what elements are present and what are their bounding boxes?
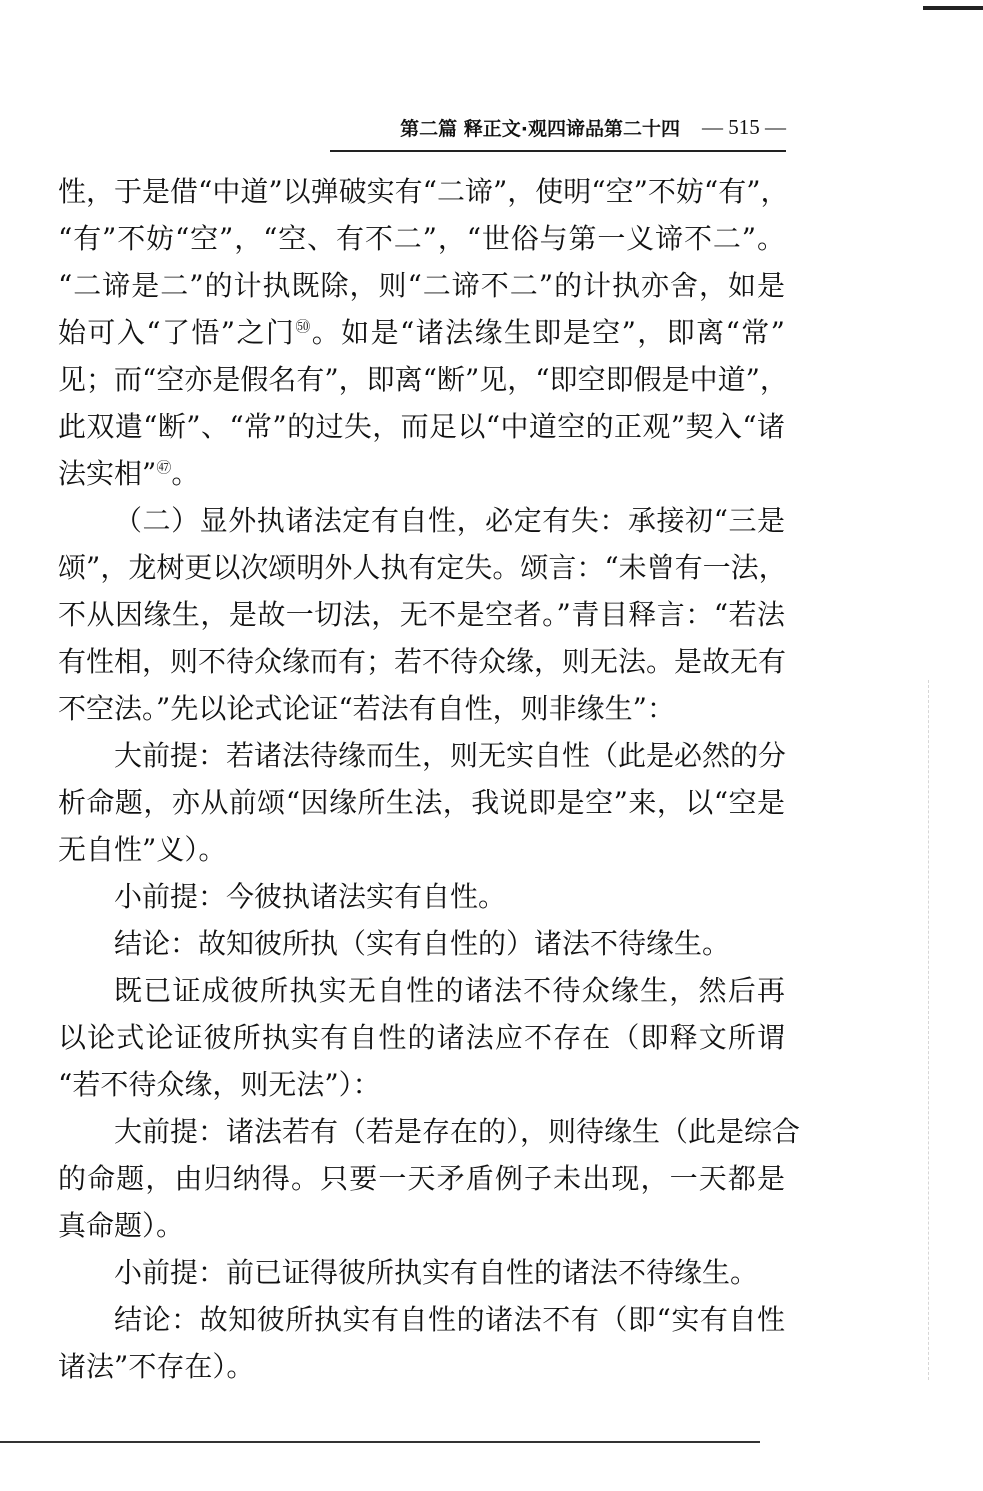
text-line: “二谛是二”的计执既除，则“二谛不二”的计执亦舍，如是 <box>58 269 785 302</box>
text-segment: 。如是“诸法缘生即是空”，即离“常” <box>311 316 785 349</box>
text-line: 以论式论证彼所执实有自性的诸法应不存在（即释文所谓 <box>58 1021 785 1054</box>
text-line: 此双遣“断”、“常”的过失，而足以“中道空的正观”契入“诸 <box>58 410 785 443</box>
paragraph-start: （二）显外执诸法定有自性，必定有失：承接初“三是 <box>114 504 785 537</box>
text-line: 不空法。”先以论式论证“若法有自性，则非缘生”： <box>58 692 675 725</box>
running-header <box>330 108 786 152</box>
text-line: 颂”，龙树更以次颂明外人执有定失。颂言：“未曾有一法， <box>58 551 787 584</box>
footnote-mark: ㊼ <box>156 458 172 477</box>
page-number: — 515 — <box>702 114 786 139</box>
conclusion-2: 结论：故知彼所执实有自性的诸法不有（即“实有自性 <box>114 1303 785 1336</box>
text-line: “有”不妨“空”，“空、有不二”，“世俗与第一义谛不二”。 <box>58 222 785 255</box>
paragraph-start: 既已证成彼所执实无自性的诸法不待众缘生，然后再 <box>114 974 785 1007</box>
text-line: 真命题）。 <box>58 1209 185 1242</box>
text-line: 不从因缘生，是故一切法，无不是空者。”青目释言：“若法 <box>58 598 785 631</box>
conclusion-1: 结论：故知彼所执（实有自性的）诸法不待缘生。 <box>114 927 731 960</box>
body-text <box>58 168 801 1390</box>
scan-margin-marks <box>928 680 931 1380</box>
text-line: 有性相，则不待众缘而有；若不待众缘，则无法。是故无有 <box>58 645 787 678</box>
minor-premise-2: 小前提：前已证得彼所执实有自性的诸法不待缘生。 <box>114 1256 759 1289</box>
text-line <box>58 450 785 497</box>
text-line <box>58 309 785 356</box>
major-premise-1: 大前提：若诸法待缘而生，则无实自性（此是必然的分 <box>114 739 787 772</box>
major-premise-2: 大前提：诸法若有（若是存在的），则待缘生（此是综合 <box>114 1115 801 1148</box>
text-line: 的命题，由归纳得。只要一天矛盾例子未出现，一天都是 <box>58 1162 785 1195</box>
bottom-rule <box>0 1441 760 1443</box>
text-line: 诸法”不存在）。 <box>58 1350 255 1383</box>
text-line: “若不待众缘，则无法”）： <box>58 1068 381 1101</box>
text-line: 性，于是借“中道”以弹破实有“二谛”，使明“空”不妨“有”， <box>58 175 789 208</box>
text-line: 无自性”义）。 <box>58 833 227 866</box>
text-line: 见；而“空亦是假名有”，即离“断”见，“即空即假是中道”， <box>58 363 788 396</box>
text-segment: 始可入“了悟”之门 <box>58 316 296 349</box>
minor-premise-1: 小前提：今彼执诸法实有自性。 <box>114 880 507 913</box>
footnote-mark: ㊿ <box>295 317 312 336</box>
text-segment: 法实相” <box>58 457 157 490</box>
text-segment: 。 <box>171 457 200 490</box>
text-line: 析命题，亦从前颂“因缘所生法，我说即是空”来，以“空是 <box>58 786 785 819</box>
running-header-title: 第二篇 释正文·观四谛品第二十四 <box>400 117 680 140</box>
corner-rule <box>923 6 983 10</box>
